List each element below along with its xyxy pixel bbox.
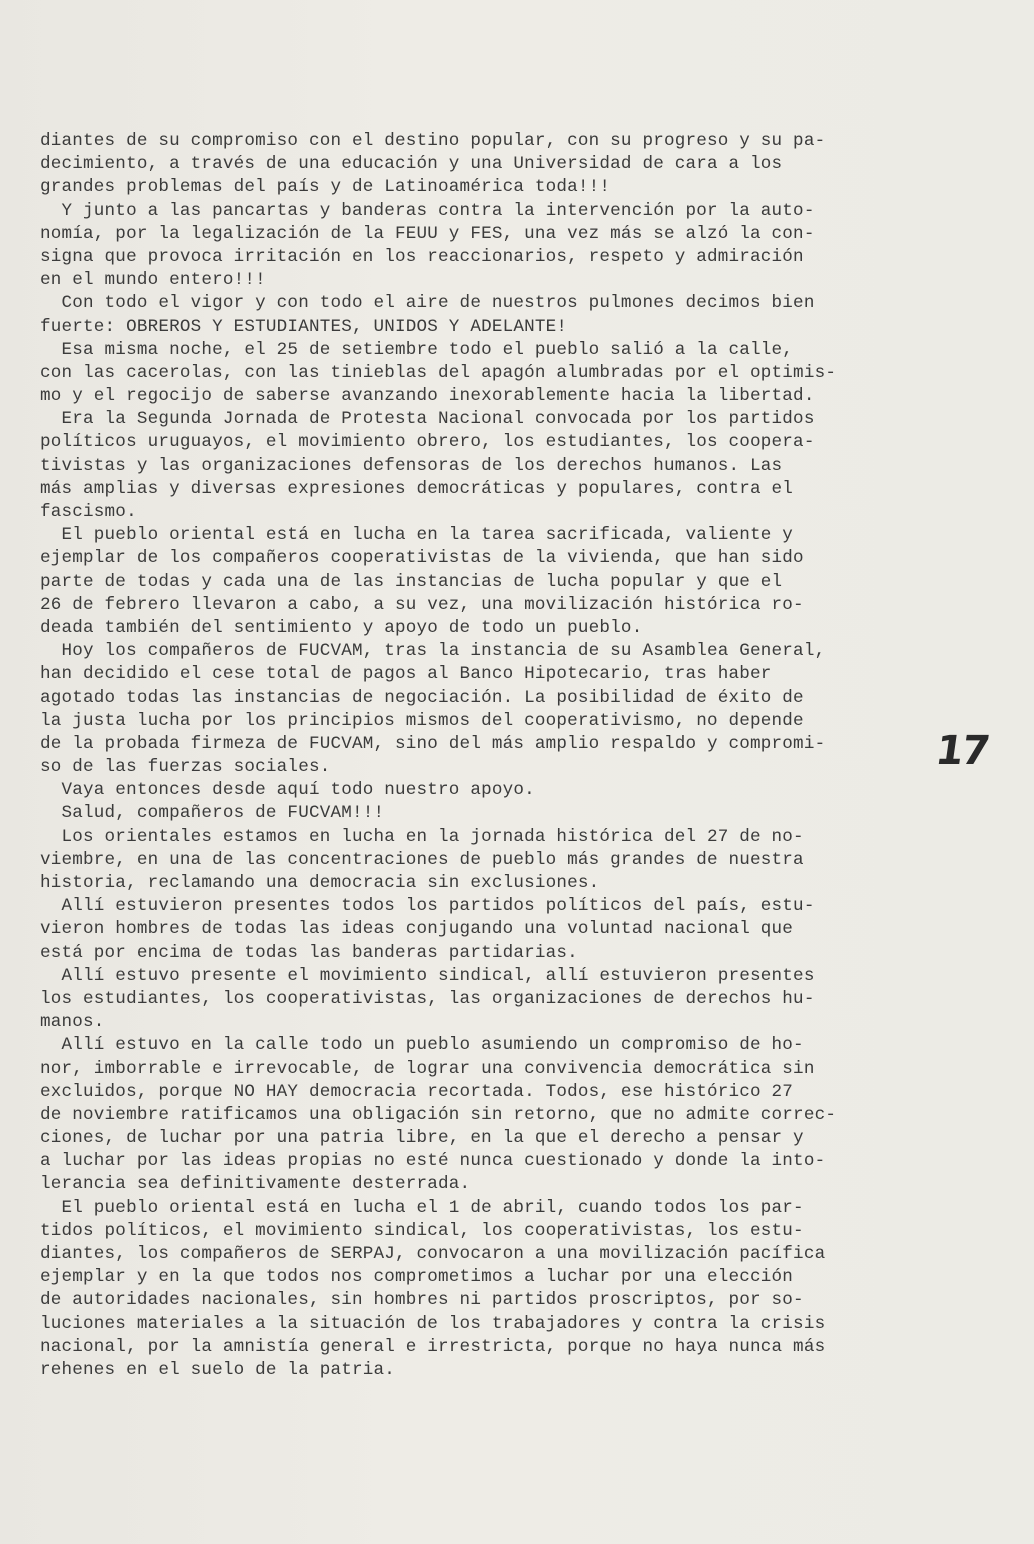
text-line: de noviembre ratificamos una obligación sin retorno, que no admite correc-: [40, 1104, 837, 1125]
text-line: Los orientales estamos en lucha en la jornada histórica del 27 de no-: [40, 826, 804, 847]
text-line: tidos políticos, el movimiento sindical, los cooperativistas, los estu-: [40, 1220, 804, 1241]
text-line: grandes problemas del país y de Latinoamérica toda!!!: [40, 177, 611, 198]
text-line: agotado todas las instancias de negociación. La posibilidad de éxito de: [40, 687, 804, 708]
text-line: con las cacerolas, con las tinieblas del apagón alumbradas por el optimis-: [40, 362, 837, 383]
text-line: parte de todas y cada una de las instancias de lucha popular y que el: [40, 571, 783, 592]
text-line: han decidido el cese total de pagos al Banco Hipotecario, tras haber: [40, 664, 772, 685]
text-line: Hoy los compañeros de FUCVAM, tras la instancia de su Asamblea General,: [40, 641, 826, 662]
text-line: deada también del sentimiento y apoyo de todo un pueblo.: [40, 617, 643, 638]
text-line: Salud, compañeros de FUCVAM!!!: [40, 803, 385, 824]
text-line: manos.: [40, 1012, 105, 1033]
text-line: vieron hombres de todas las ideas conjugando una voluntad nacional que: [40, 919, 794, 940]
page-number: 17: [932, 728, 991, 774]
text-line: fuerte: OBREROS Y ESTUDIANTES, UNIDOS Y ADELANTE!: [40, 316, 568, 337]
text-line: so de las fuerzas sociales.: [40, 757, 331, 778]
text-line: mo y el regocijo de saberse avanzando inexorablemente hacia la libertad.: [40, 386, 815, 407]
text-line: ciones, de luchar por una patria libre, en la que el derecho a pensar y: [40, 1128, 804, 1149]
text-line: Allí estuvo en la calle todo un pueblo asumiendo un compromiso de ho-: [40, 1035, 804, 1056]
text-line: políticos uruguayos, el movimiento obrero, los estudiantes, los coopera-: [40, 432, 815, 453]
text-line: de autoridades nacionales, sin hombres ni partidos proscriptos, por so-: [40, 1290, 804, 1311]
text-line: los estudiantes, los cooperativistas, las organizaciones de derechos hu-: [40, 988, 815, 1009]
text-line: está por encima de todas las banderas partidarias.: [40, 942, 578, 963]
text-line: nor, imborrable e irrevocable, de lograr una convivencia democrática sin: [40, 1058, 815, 1079]
text-line: diantes de su compromiso con el destino popular, con su progreso y su pa-: [40, 131, 826, 151]
text-line: Era la Segunda Jornada de Protesta Nacional convocada por los partidos: [40, 409, 815, 430]
text-line: luciones materiales a la situación de los trabajadores y contra la crisis: [40, 1313, 826, 1334]
text-line: diantes, los compañeros de SERPAJ, convocaron a una movilización pacífica: [40, 1244, 826, 1264]
text-line: El pueblo oriental está en lucha el 1 de abril, cuando todos los par-: [40, 1197, 804, 1218]
text-line: la justa lucha por los principios mismos del cooperativismo, no depende: [40, 710, 804, 731]
text-line: Esa misma noche, el 25 de setiembre todo el pueblo salió a la calle,: [40, 339, 794, 360]
text-line: Allí estuvo presente el movimiento sindical, allí estuvieron presentes: [40, 965, 815, 986]
text-line: 26 de febrero llevaron a cabo, a su vez, una movilización histórica ro-: [40, 594, 804, 615]
text-line: nacional, por la amnistía general e irrestricta, porque no haya nunca más: [40, 1336, 826, 1357]
text-line: Y junto a las pancartas y banderas contra la intervención por la auto-: [40, 200, 815, 221]
text-line: historia, reclamando una democracia sin exclusiones.: [40, 873, 600, 893]
text-line: ejemplar y en la que todos nos comprometimos a luchar por una elección: [40, 1267, 794, 1288]
text-line: signa que provoca irritación en los reaccionarios, respeto y admiración: [40, 246, 804, 267]
text-line: Allí estuvieron presentes todos los partidos políticos del país, estu-: [40, 896, 815, 917]
text-line: rehenes en el suelo de la patria.: [40, 1359, 396, 1380]
text-line: lerancia sea definitivamente desterrada.: [40, 1174, 471, 1195]
text-line: El pueblo oriental está en lucha en la tarea sacrificada, valiente y: [40, 525, 794, 546]
text-line: Con todo el vigor y con todo el aire de nuestros pulmones decimos bien: [40, 293, 815, 314]
text-line: a luchar por las ideas propias no esté nunca cuestionado y donde la into-: [40, 1151, 826, 1172]
text-line: en el mundo entero!!!: [40, 270, 266, 291]
text-line: excluidos, porque NO HAY democracia recortada. Todos, ese histórico 27: [40, 1081, 794, 1102]
text-line: Vaya entonces desde aquí todo nuestro apoyo.: [40, 780, 535, 801]
text-line: decimiento, a través de una educación y una Universidad de cara a los: [40, 154, 783, 175]
text-line: fascismo.: [40, 502, 137, 522]
text-line: más amplias y diversas expresiones democráticas y populares, contra el: [40, 478, 794, 499]
text-line: viembre, en una de las concentraciones de pueblo más grandes de nuestra: [40, 849, 804, 870]
text-line: ejemplar de los compañeros cooperativistas de la vivienda, que han sido: [40, 548, 804, 569]
text-line: nomía, por la legalización de la FEUU y FES, una vez más se alzó la con-: [40, 223, 815, 244]
text-line: tivistas y las organizaciones defensoras de los derechos humanos. Las: [40, 455, 783, 476]
body-text: [40, 130, 940, 1382]
text-line: de la probada firmeza de FUCVAM, sino del más amplio respaldo y compromi-: [40, 733, 826, 754]
